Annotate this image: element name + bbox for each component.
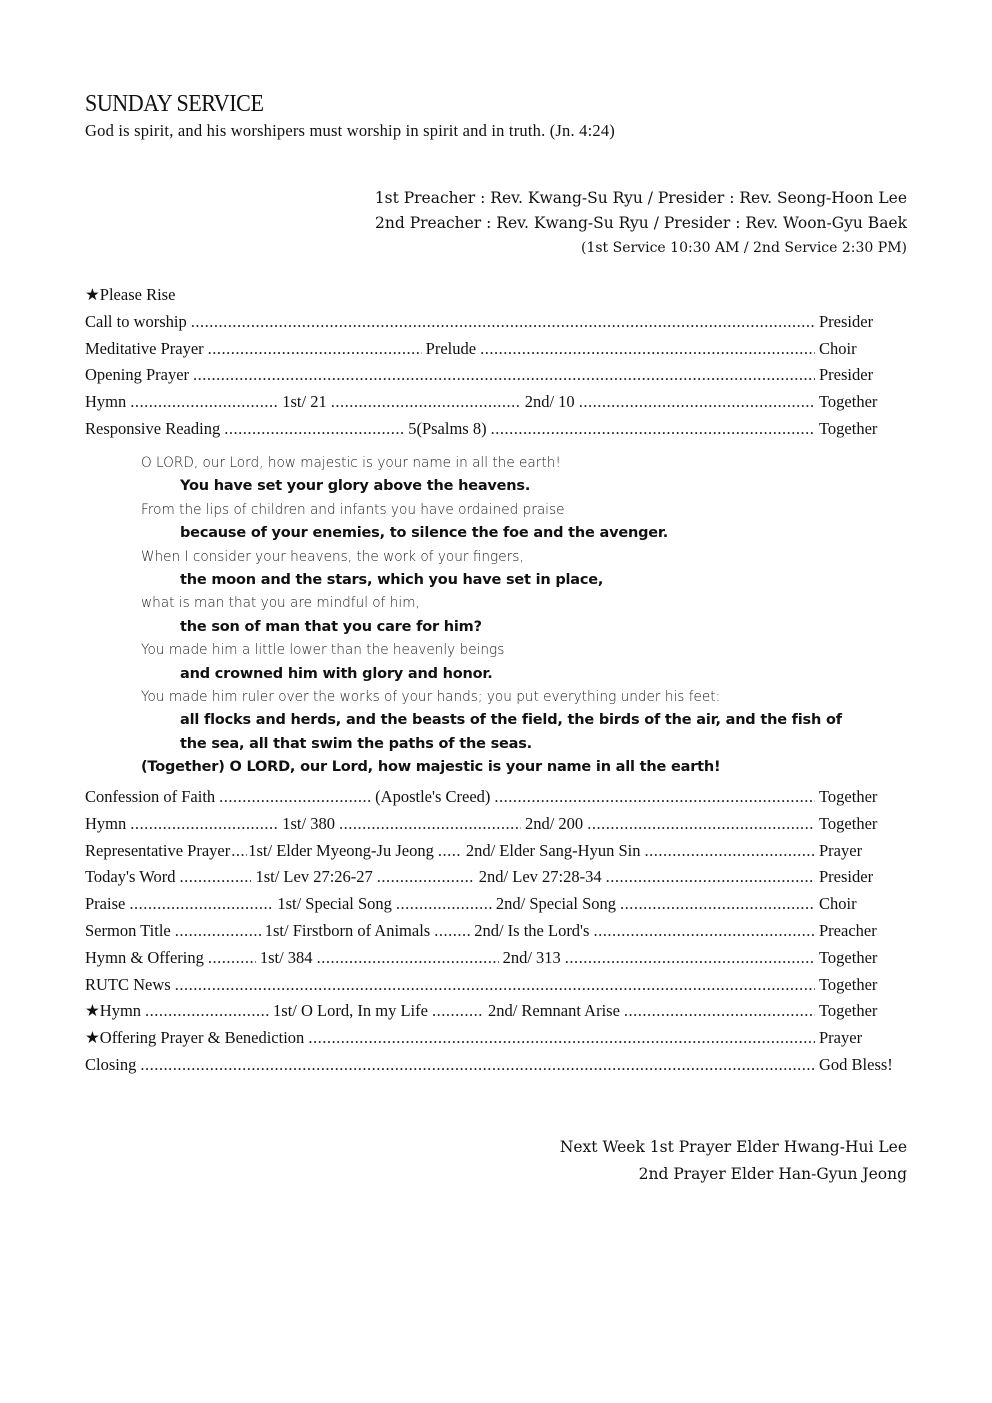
reading-leader-line: what is man that you are mindful of him,	[141, 595, 420, 612]
leader-dots	[179, 867, 251, 887]
item-role: Presider	[819, 365, 874, 385]
reading-people-line: the sea, all that swim the paths of the seas.	[180, 735, 532, 752]
item-first-service: 1st/ O Lord, In my Life	[273, 1001, 428, 1021]
reading-people-line: because of your enemies, to silence the foe and the avenger.	[180, 525, 669, 542]
leader-dots	[130, 814, 278, 834]
preacher-info	[375, 186, 907, 236]
next-week-first-prayer: Next Week 1st Prayer Elder Hwang-Hui Lee	[559, 1138, 907, 1156]
service-item	[85, 1028, 907, 1055]
leader-dots	[339, 814, 521, 834]
service-item	[85, 392, 907, 419]
leader-dots	[377, 867, 475, 887]
leader-dots	[317, 948, 499, 968]
item-first-service: 1st/ 380	[282, 813, 335, 833]
leader-dots	[193, 365, 815, 385]
item-first-service: 1st/ Elder Myeong-Ju Jeong	[248, 840, 434, 860]
item-role: Choir	[819, 894, 857, 914]
item-role: Prayer	[819, 840, 863, 860]
service-item	[85, 365, 907, 392]
item-first-service: 1st/ Lev 27:26-27	[255, 867, 373, 887]
item-role: Presider	[819, 867, 874, 887]
leader-dots	[434, 921, 470, 941]
item-name: Praise	[85, 894, 126, 914]
leader-dots	[208, 948, 256, 968]
item-name: Confession of Faith	[85, 787, 216, 806]
leader-dots	[593, 921, 815, 941]
item-second-service: 2nd/ Is the Lord's	[474, 920, 590, 940]
service-item	[85, 312, 907, 339]
leader-dots	[624, 1001, 815, 1021]
reading-people-line: You have set your glory above the heavens.	[180, 478, 531, 495]
next-week-second-prayer: 2nd Prayer Elder Han-Gyun Jeong	[638, 1165, 907, 1183]
item-role: Together	[819, 813, 878, 833]
service-times: (1st Service 10:30 AM / 2nd Service 2:30 PM)	[581, 240, 907, 256]
item-role: Together	[819, 1001, 878, 1021]
item-name: Responsive Reading	[85, 418, 221, 438]
item-name: Opening Prayer	[85, 365, 190, 385]
service-item	[85, 948, 907, 975]
reading-people-line: the moon and the stars, which you have set in place,	[180, 572, 604, 589]
item-second-service: 2nd/ 10	[524, 392, 575, 412]
item-name: Meditative Prayer	[85, 338, 204, 358]
service-item	[85, 975, 907, 1002]
item-role: Together	[819, 787, 878, 806]
leader-dots	[579, 392, 815, 412]
item-role: Together	[819, 974, 878, 994]
second-service-preacher: 2nd Preacher : Rev. Kwang-Su Ryu / Presider : Rev. Woon-Gyu Baek	[375, 214, 907, 232]
order-of-service-part2	[85, 787, 907, 1082]
item-name: Hymn	[85, 392, 127, 412]
service-item	[85, 841, 907, 868]
reading-leader-line: O LORD, our Lord, how majestic is your name in all the earth!	[141, 455, 561, 471]
item-name: Representative Prayer	[85, 840, 231, 860]
leader-dots	[175, 975, 815, 995]
item-second-service: 2nd/ Lev 27:28-34	[478, 867, 602, 887]
item-second-service: 2nd/ 313	[502, 947, 561, 967]
item-role: God Bless!	[819, 1054, 893, 1074]
responsive-reading	[141, 452, 861, 780]
item-name: ★Offering Prayer & Benediction	[85, 1028, 305, 1048]
leader-dots	[494, 787, 815, 807]
leader-dots	[587, 814, 815, 834]
item-name: Sermon Title	[85, 920, 171, 940]
item-name: Call to worship	[85, 311, 187, 331]
service-item	[85, 339, 907, 366]
reading-people-line: and crowned him with glory and honor.	[180, 665, 493, 682]
leader-dots	[644, 841, 815, 861]
item-second-service: 2nd/ 200	[524, 813, 584, 833]
leader-dots	[191, 312, 815, 332]
item-role: Together	[819, 392, 878, 412]
item-detail: 5(Psalms 8)	[408, 418, 487, 438]
item-role: Choir	[819, 338, 857, 358]
service-item	[85, 1001, 907, 1028]
service-item	[85, 419, 907, 446]
order-of-service-part1	[85, 285, 907, 446]
leader-dots	[620, 894, 815, 914]
item-second-service: 2nd/ Remnant Arise	[487, 1001, 620, 1021]
leader-dots	[219, 787, 371, 807]
item-detail: (Apostle's Creed)	[375, 787, 491, 806]
leader-dots	[129, 894, 273, 914]
item-detail: Prelude	[425, 338, 477, 358]
item-first-service: 1st/ Firstborn of Animals	[264, 920, 431, 940]
item-name: RUTC News	[85, 974, 171, 994]
service-item	[85, 787, 907, 814]
reading-people-line: the son of man that you care for him?	[180, 618, 482, 635]
leader-dots	[231, 841, 247, 861]
item-second-service: 2nd/ Elder Sang-Hyun Sin	[465, 840, 641, 860]
service-item	[85, 921, 907, 948]
item-first-service: 1st/ 21	[282, 392, 327, 412]
leader-dots	[331, 392, 521, 412]
item-first-service: 1st/ Special Song	[277, 894, 392, 914]
service-item	[85, 814, 907, 841]
reading-leader-line: When I consider your heavens, the work of your fingers,	[141, 548, 524, 565]
service-item	[85, 1055, 907, 1082]
leader-dots	[396, 894, 492, 914]
item-role: Presider	[819, 311, 874, 331]
item-role: Together	[819, 418, 878, 438]
leader-dots	[208, 339, 422, 359]
item-name: Closing	[85, 1054, 137, 1074]
reading-leader-line: From the lips of children and infants you have ordained praise	[141, 501, 565, 518]
reading-together-line: (Together) O LORD, our Lord, how majestic is your name in all the earth!	[141, 759, 721, 776]
item-name: Hymn & Offering	[85, 947, 204, 967]
theme-verse: God is spirit, and his worshipers must worship in spirit and in truth. (Jn. 4:24)	[85, 121, 615, 140]
leader-dots	[140, 1055, 815, 1075]
first-service-preacher: 1st Preacher : Rev. Kwang-Su Ryu / Presider : Rev. Seong-Hoon Lee	[374, 189, 907, 207]
item-name: ★Hymn	[85, 1001, 142, 1021]
leader-dots	[432, 1001, 484, 1021]
leader-dots	[438, 841, 462, 861]
item-name: Today's Word	[85, 867, 176, 887]
leader-dots	[224, 419, 404, 439]
reading-leader-line: You made him ruler over the works of your hands; you put everything under his feet:	[141, 689, 721, 706]
page-title: SUNDAY SERVICE	[85, 91, 264, 117]
item-role: Together	[819, 947, 878, 967]
item-second-service: 2nd/ Special Song	[495, 894, 616, 914]
leader-dots	[308, 1028, 815, 1048]
leader-dots	[565, 948, 815, 968]
leader-dots	[175, 921, 261, 941]
item-first-service: 1st/ 384	[259, 947, 313, 967]
service-item	[85, 894, 907, 921]
leader-dots	[491, 419, 815, 439]
reading-people-line: all flocks and herds, and the beasts of the field, the birds of the air, and the fish of	[180, 712, 842, 729]
leader-dots	[480, 339, 815, 359]
item-role: Preacher	[819, 920, 877, 940]
item-role: Prayer	[819, 1028, 863, 1048]
leader-dots	[606, 867, 815, 887]
leader-dots	[130, 392, 278, 412]
reading-leader-line: You made him a little lower than the heavenly beings	[141, 642, 505, 659]
please-rise-note: ★Please Rise	[85, 285, 176, 304]
service-item	[85, 867, 907, 894]
next-week-prayer-info	[560, 1134, 907, 1188]
leader-dots	[145, 1001, 269, 1021]
item-name: Hymn	[85, 813, 127, 833]
